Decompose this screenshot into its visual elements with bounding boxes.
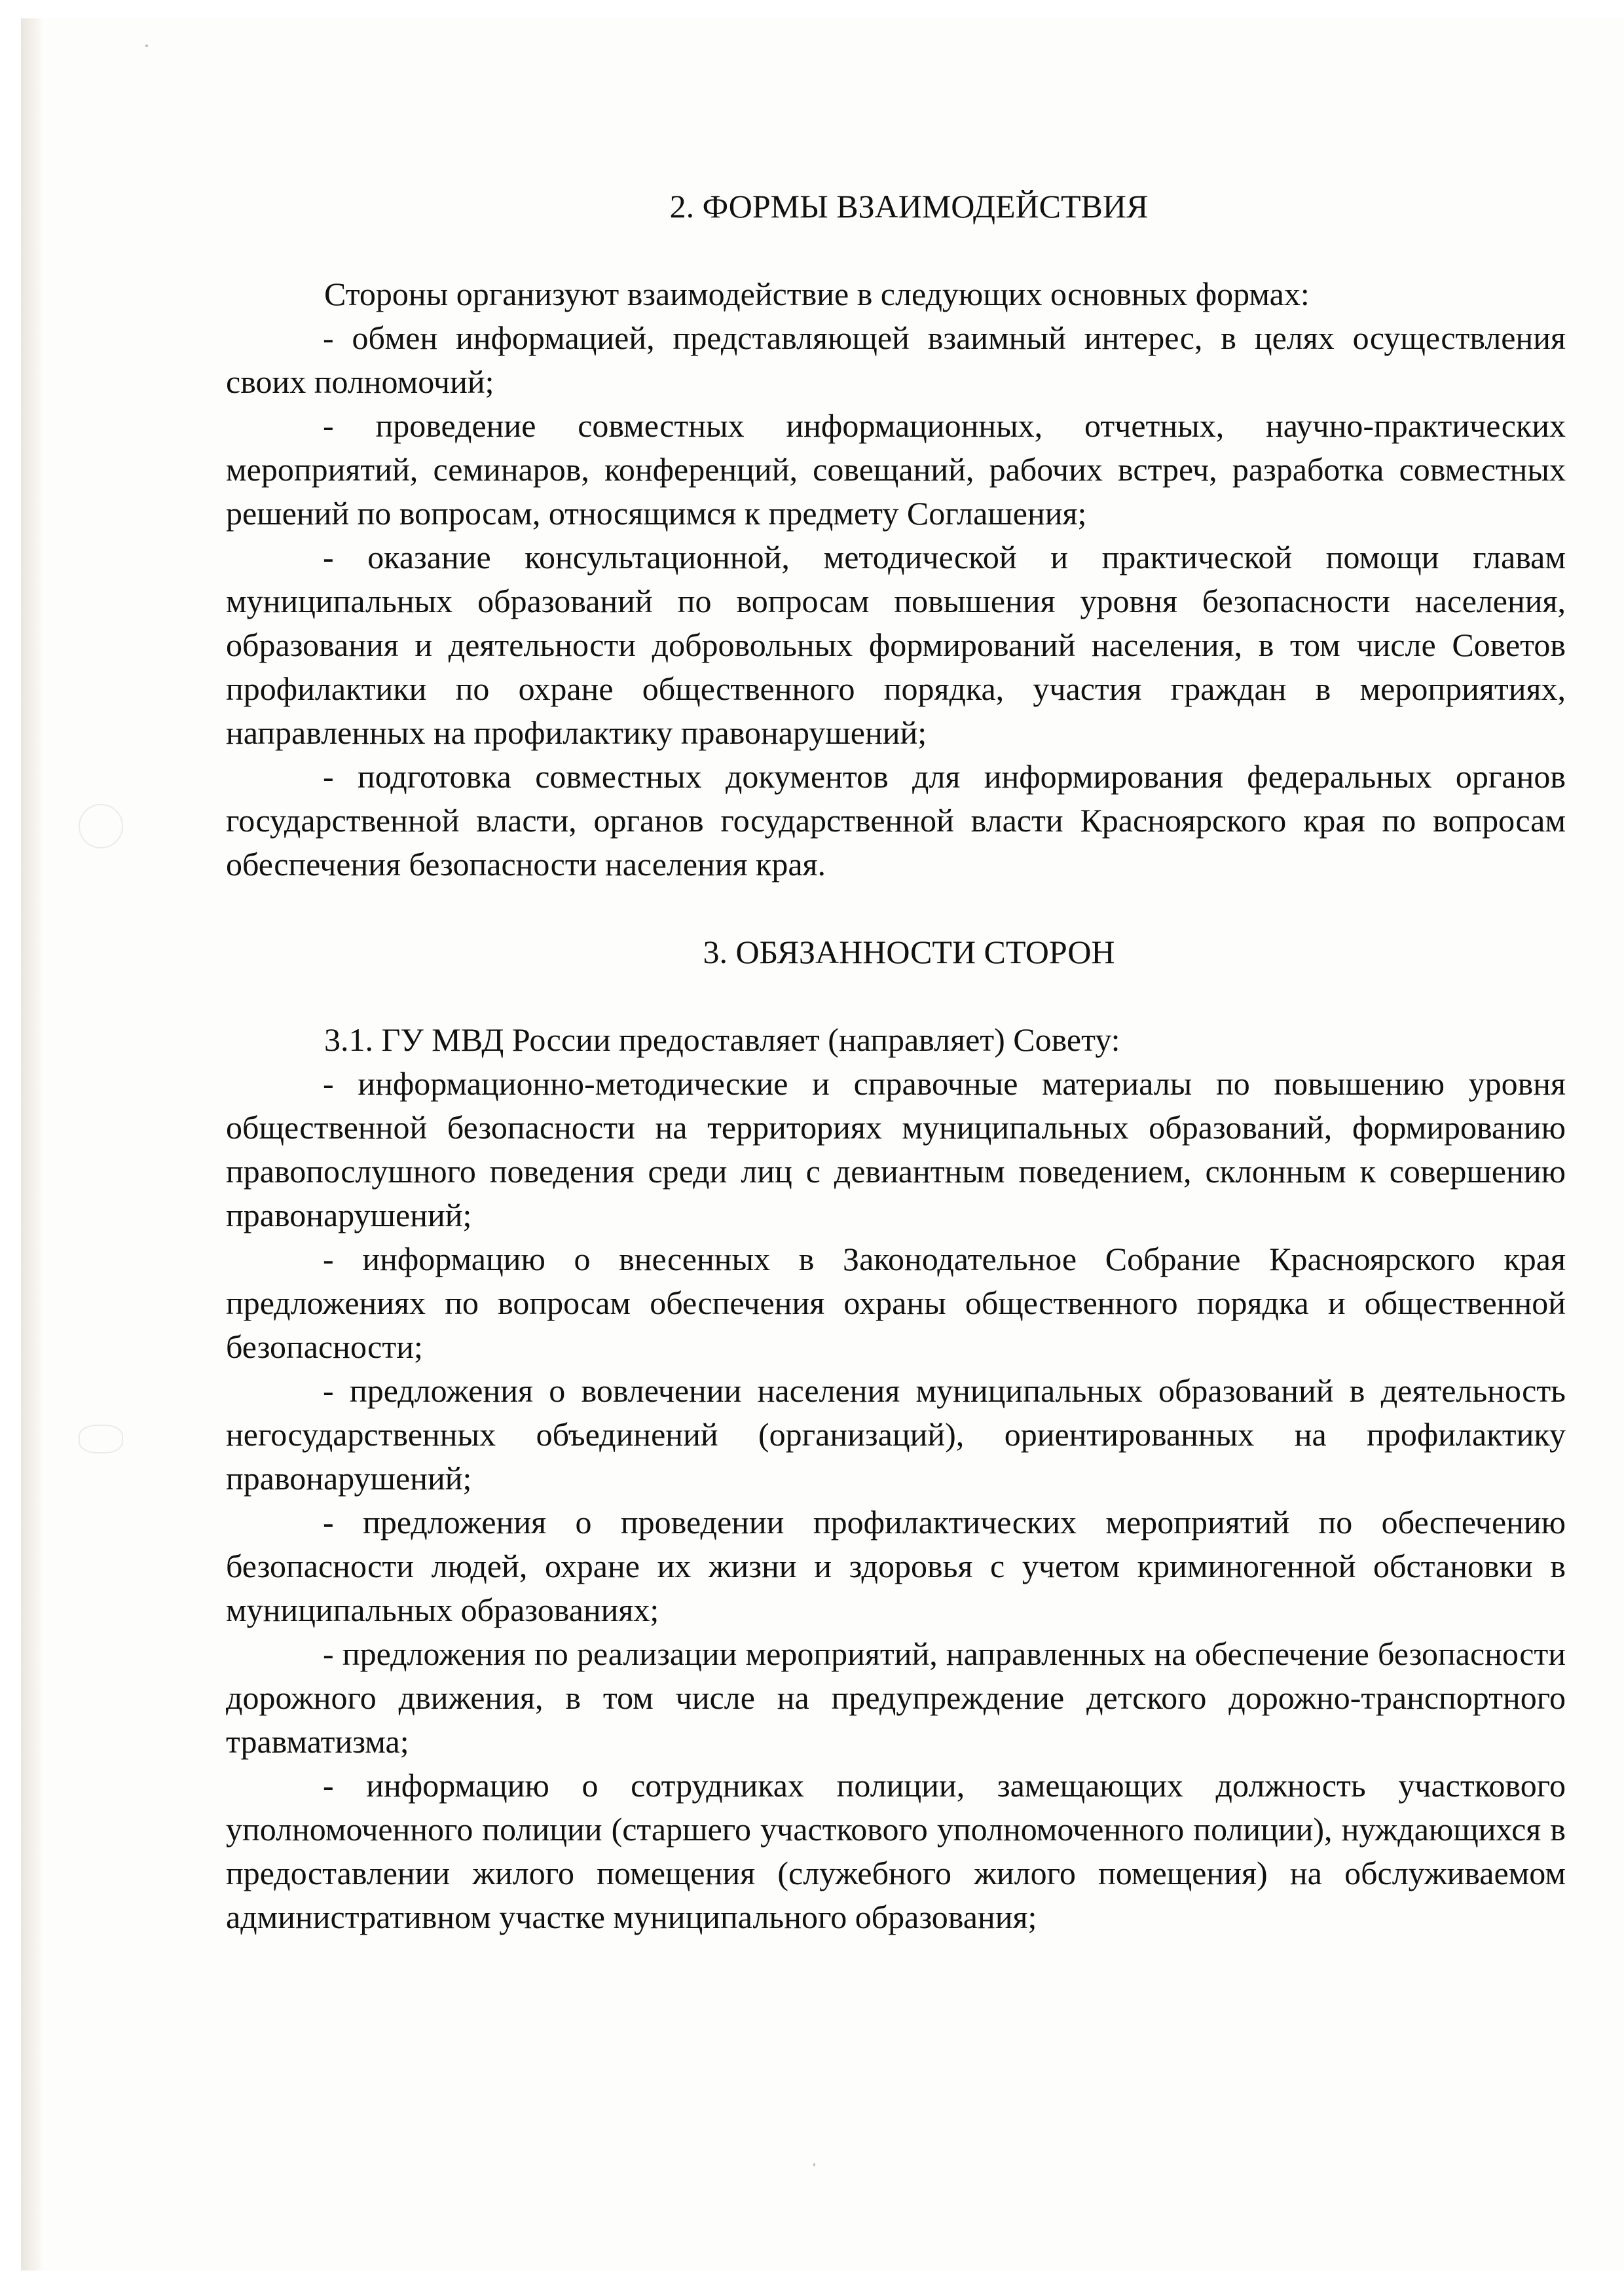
scan-edge-shadow (21, 18, 43, 2270)
list-item: - предложения о вовлечении населения муниципальных образований в деятельность негосударственных объединений (организаций), ориентированных на профилактику правонарушений; (226, 1372, 1566, 1497)
list-item: - информацию о внесенных в Законодательное Собрание Красноярского края предложениях по вопросам обеспечения охраны общественного порядка и общественной безопасности; (226, 1241, 1566, 1365)
document-body (226, 185, 1566, 1939)
list-item: - информационно-методические и справочные материалы по повышению уровня общественной безопасности на территориях муниципальных образований, формированию правопослушного поведения среди лиц с девиантным поведением, склонным к совершению правонарушений; (226, 1065, 1566, 1233)
list-item: - подготовка совместных документов для информирования федеральных органов государственной власти, органов государственной власти Красноярского края по вопросам обеспечения безопасности населения края. (226, 758, 1566, 883)
punch-hole-mark (79, 804, 123, 848)
list-item: - информацию о сотрудниках полиции, замещающих должность участкового уполномоченного полиции (старшего участкового уполномоченного полиции), нуждающихся в предоставлении жилого помещения (служебного жилого помещения) на обслуживаемом административном участке муниципального образования; (226, 1767, 1566, 1935)
section-heading-duties: 3. ОБЯЗАННОСТИ СТОРОН (703, 934, 1115, 970)
section-heading-forms: 2. ФОРМЫ ВЗАИМОДЕЙСТВИЯ (669, 188, 1149, 225)
clause-3-1: 3.1. ГУ МВД России предоставляет (направляет) Совету: (324, 1021, 1120, 1058)
list-item: - оказание консультационной, методической и практической помощи главам муниципальных образований по вопросам повышения уровня безопасности населения, образования и деятельности добровольных формирований населения, в том числе Советов профилактики по охране общественного порядка, участия граждан в мероприятиях, направленных на профилактику правонарушений; (226, 539, 1566, 751)
list-item: - проведение совместных информационных, отчетных, научно-практических мероприятий, семинаров, конференций, совещаний, рабочих встреч, разработка совместных решений по вопросам, относящимся к предмету Соглашения; (226, 407, 1566, 532)
scan-speck (813, 2163, 815, 2166)
scan-speck (145, 45, 148, 47)
section-intro: Стороны организуют взаимодействие в следующих основных формах: (324, 276, 1310, 312)
list-item: - предложения по реализации мероприятий, направленных на обеспечение безопасности дорожного движения, в том числе на предупреждение детского дорожно-транспортного травматизма; (226, 1635, 1566, 1760)
list-item: - обмен информацией, представляющей взаимный интерес, в целях осуществления своих полномочий; (226, 319, 1566, 400)
list-item: - предложения о проведении профилактических мероприятий по обеспечению безопасности людей, охране их жизни и здоровья с учетом криминогенной обстановки в муниципальных образованиях; (226, 1504, 1566, 1628)
punch-hole-mark (79, 1425, 123, 1453)
